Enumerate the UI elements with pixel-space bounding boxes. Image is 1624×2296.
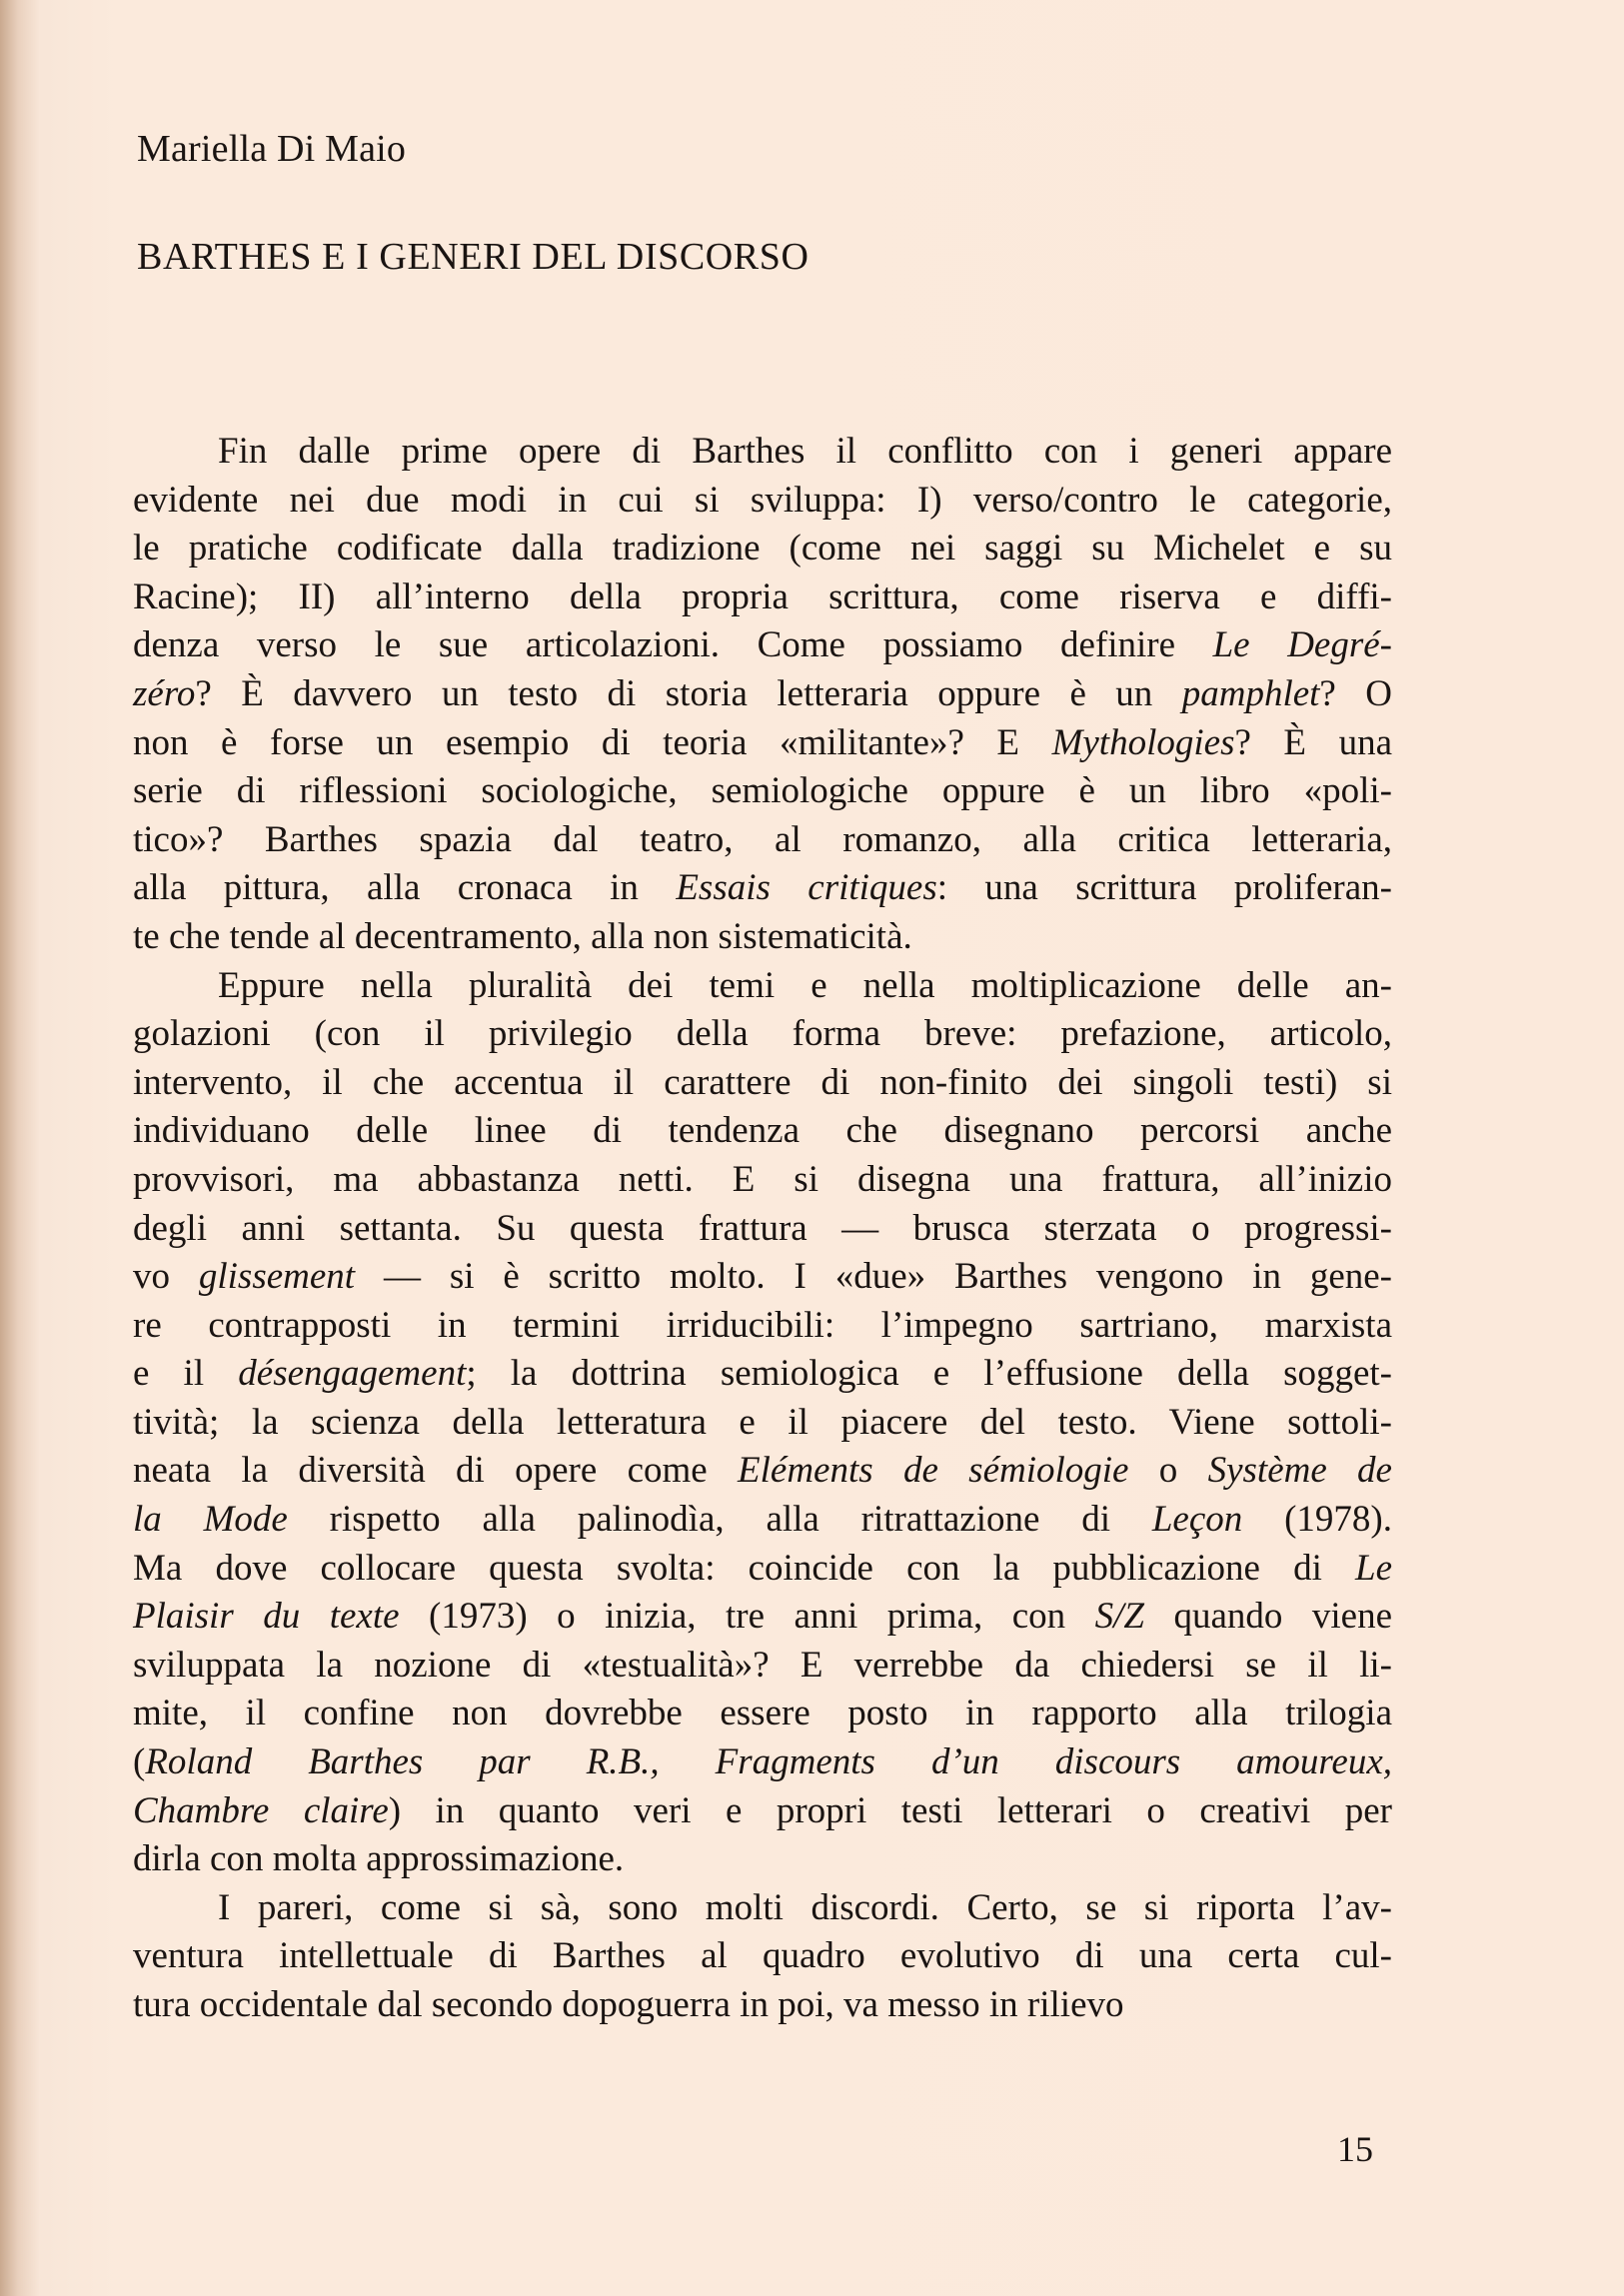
text-run: o xyxy=(1128,1450,1208,1492)
text-run: intervento, il che accentua il carattere di non-finito dei singoli testi) si xyxy=(133,1061,1392,1103)
text-run: ( xyxy=(133,1741,146,1783)
text-line xyxy=(133,1107,1392,1156)
text-line xyxy=(133,1447,1392,1496)
italic-text-run: Le xyxy=(1355,1547,1392,1589)
text-run: ventura intellettuale di Barthes al quadro evolutivo di una certa cul- xyxy=(133,1935,1392,1977)
text-line xyxy=(133,864,1392,913)
italic-text-run: zéro xyxy=(133,672,196,714)
text-run: Ma dove collocare questa svolta: coincide con la pubblicazione di xyxy=(133,1547,1355,1589)
text-line xyxy=(133,1545,1392,1594)
italic-text-run: Leçon xyxy=(1151,1499,1243,1541)
text-run: te che tende al decentramento, alla non sistematicità. xyxy=(133,915,912,957)
text-run: : una scrittura proliferan- xyxy=(936,867,1392,909)
text-line xyxy=(133,1690,1392,1738)
text-line xyxy=(133,1642,1392,1691)
text-line xyxy=(133,1010,1392,1059)
text-run: le pratiche codificate dalla tradizione (come nei saggi su Michelet e su xyxy=(133,528,1392,570)
text-line xyxy=(133,1787,1392,1836)
text-line xyxy=(133,962,1392,1011)
text-run: evidente nei due modi in cui si sviluppa: I) verso/contro le categorie, xyxy=(133,479,1392,521)
text-run: — si è scritto molto. I «due» Barthes vengono in gene- xyxy=(355,1256,1392,1298)
text-line xyxy=(133,574,1392,622)
text-run: neata la diversità di opere come xyxy=(133,1450,739,1492)
text-line xyxy=(133,767,1392,816)
text-run: provvisori, ma abbastanza netti. E si disegna una frattura, all’inizio xyxy=(133,1158,1392,1200)
text-run: mite, il confine non dovrebbe essere posto in rapporto alla trilogia xyxy=(133,1693,1392,1734)
text-line xyxy=(133,428,1392,477)
italic-text-run: pamphlet xyxy=(1181,672,1320,714)
text-line xyxy=(133,1593,1392,1642)
text-line xyxy=(133,621,1392,670)
text-line xyxy=(133,1835,1392,1884)
text-line xyxy=(133,670,1392,719)
italic-text-run: Mythologies xyxy=(1051,721,1235,763)
italic-text-run: Chambre claire xyxy=(133,1789,389,1831)
body-text xyxy=(133,428,1392,2030)
text-run: sviluppata la nozione di «testualità»? E verrebbe da chiedersi se il li- xyxy=(133,1644,1392,1686)
text-line xyxy=(133,1059,1392,1108)
text-line xyxy=(133,525,1392,574)
italic-text-run: Plaisir du texte xyxy=(133,1596,400,1638)
text-run: dirla con molta approssimazione. xyxy=(133,1838,625,1880)
text-line xyxy=(133,1738,1392,1787)
italic-text-run: Le Degré- xyxy=(1212,624,1392,666)
text-run: ? È una xyxy=(1234,721,1392,763)
text-line xyxy=(133,1205,1392,1254)
text-line xyxy=(133,913,1392,962)
text-line xyxy=(133,1156,1392,1205)
text-run: (1973) o inizia, tre anni prima, con xyxy=(399,1596,1095,1638)
text-run: individuano delle linee di tendenza che disegnano percorsi anche xyxy=(133,1110,1392,1152)
text-run: vo xyxy=(133,1256,199,1298)
italic-text-run: S/Z xyxy=(1094,1596,1144,1638)
text-run: e il xyxy=(133,1353,239,1395)
text-run: quando viene xyxy=(1144,1596,1393,1638)
text-line xyxy=(133,816,1392,865)
text-line xyxy=(133,1302,1392,1351)
text-run: ? È davvero un testo di storia letteraria oppure è un xyxy=(195,672,1182,714)
chapter-title: BARTHES E I GENERI DEL DISCORSO xyxy=(137,236,810,278)
text-line xyxy=(133,1399,1392,1448)
page-number: 15 xyxy=(1337,2129,1373,2169)
text-line xyxy=(133,477,1392,526)
text-run: rispetto alla palinodìa, alla ritrattazione di xyxy=(287,1499,1152,1541)
italic-text-run: Roland Barthes par R.B., Fragments d’un discours amoureux, xyxy=(145,1741,1392,1783)
italic-text-run: Système de xyxy=(1207,1450,1392,1492)
text-line xyxy=(133,1253,1392,1302)
text-line xyxy=(133,1884,1392,1933)
italic-text-run: désengagement xyxy=(238,1353,467,1395)
text-run: tico»? Barthes spazia dal teatro, al romanzo, alla critica letteraria, xyxy=(133,818,1392,860)
italic-text-run: Essais critiques xyxy=(676,867,937,909)
italic-text-run: Eléments de sémiologie xyxy=(738,1450,1129,1492)
italic-text-run: glissement xyxy=(198,1256,356,1298)
text-run: golazioni (con il privilegio della forma breve: prefazione, articolo, xyxy=(133,1013,1392,1055)
text-line xyxy=(133,1350,1392,1399)
text-run: Racine); II) all’interno della propria scrittura, come riserva e diffi- xyxy=(133,575,1392,617)
text-run: (1978). xyxy=(1242,1499,1392,1541)
text-run: re contrapposti in termini irriducibili: l’impegno sartriano, marxista xyxy=(133,1304,1392,1346)
author-name: Mariella Di Maio xyxy=(137,128,407,170)
text-run: degli anni settanta. Su questa frattura — brusca sterzata o progressi- xyxy=(133,1207,1392,1249)
text-line xyxy=(133,719,1392,768)
text-run: Eppure nella pluralità dei temi e nella moltiplicazione delle an- xyxy=(218,964,1392,1006)
text-run: serie di riflessioni sociologiche, semiologiche oppure è un libro «poli- xyxy=(133,770,1392,812)
text-run: Fin dalle prime opere di Barthes il conflitto con i generi appare xyxy=(218,431,1392,472)
text-run: ? O xyxy=(1319,672,1392,714)
text-run: ; la dottrina semiologica e l’effusione della sogget- xyxy=(466,1353,1393,1395)
text-run: I pareri, come si sà, sono molti discordi. Certo, se si riporta l’av- xyxy=(218,1886,1392,1928)
text-run: tura occidentale dal secondo dopoguerra in poi, va messo in rilievo xyxy=(133,1984,1124,2025)
text-line xyxy=(133,1496,1392,1545)
text-run: ) in quanto veri e propri testi letterari o creativi per xyxy=(388,1789,1392,1831)
text-run: tività; la scienza della letteratura e il piacere del testo. Viene sottoli- xyxy=(133,1401,1392,1443)
text-line xyxy=(133,1932,1392,1981)
text-run: alla pittura, alla cronaca in xyxy=(133,867,677,909)
text-line xyxy=(133,1981,1392,2030)
italic-text-run: la Mode xyxy=(133,1499,288,1541)
text-run: non è forse un esempio di teoria «militante»? E xyxy=(133,721,1052,763)
text-run: denza verso le sue articolazioni. Come possiamo definire xyxy=(133,624,1213,666)
